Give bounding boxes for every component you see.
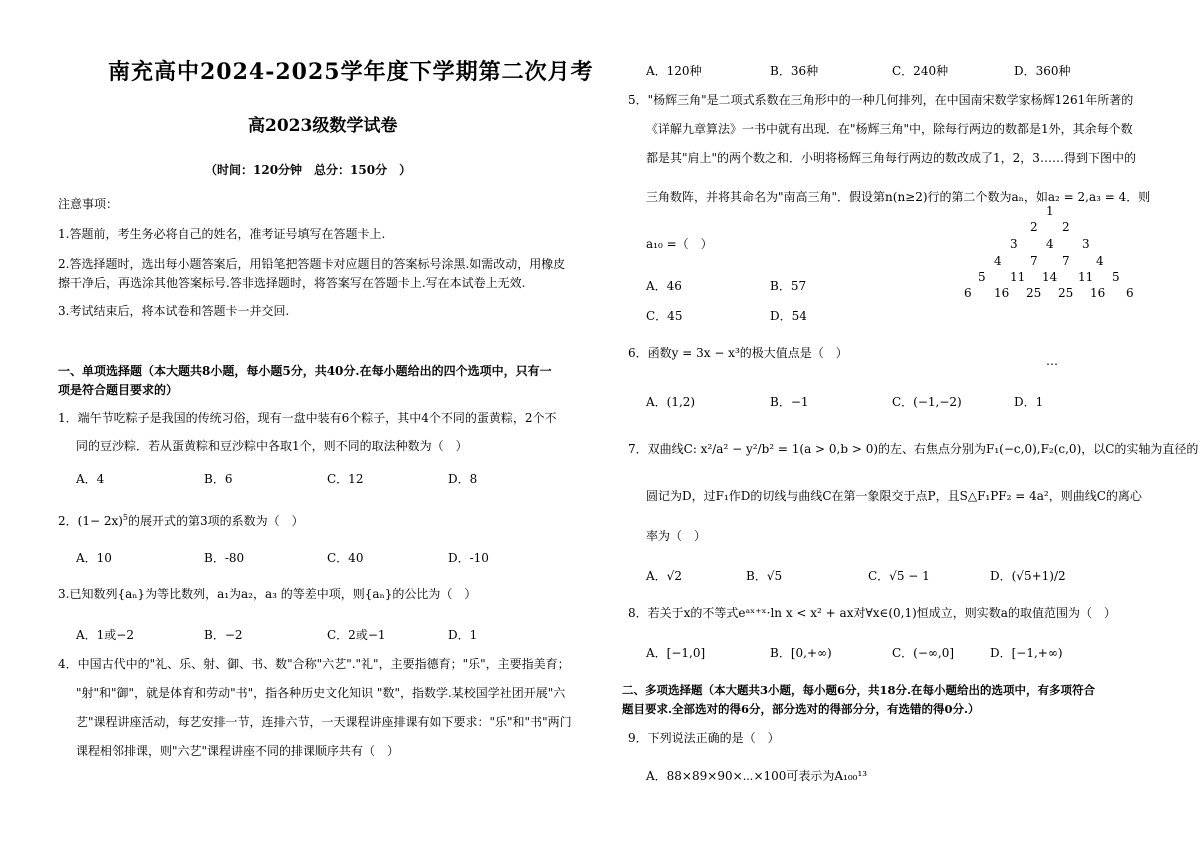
q4-stem: 4．中国古代中的"礼、乐、射、御、书、数"合称"六艺"."礼"，主要指德育；"乐"，主要指美育； <box>58 657 570 671</box>
notice-item-2: 2.答选择题时，选出每小题答案后，用铅笔把答题卡对应题目的答案标号涂黑.如需改动，用橡皮 <box>58 257 566 271</box>
q9-option-a: A．88×89×90×⋯×100可表示为A₁₀₀¹³ <box>646 769 868 783</box>
q5-stem-cont-1: 《详解九章算法》一书中就有出现．在"杨辉三角"中，除每行两边的数都是1外，其余每个数 <box>646 122 1133 136</box>
q8-option-b: B．[0,+∞) <box>770 646 832 660</box>
q5-option-c: C．45 <box>646 309 683 323</box>
q5-stem-cont-3: 三角数阵，并将其命名为"南高三角"．假设第n(n≥2)行的第二个数为aₙ，如a₂ = 2,a₃ = 4．则 <box>646 190 1151 204</box>
q6-option-b: B．−1 <box>770 395 809 409</box>
triangle-cell: 2 <box>1030 220 1038 234</box>
q2-option-d: D．-10 <box>448 551 489 565</box>
left-column <box>50 0 610 847</box>
q2-option-b: B．-80 <box>204 551 245 565</box>
time-info: （时间：120分钟 总分：150分 ） <box>205 163 412 177</box>
q1-option-d: D．8 <box>448 472 478 486</box>
triangle-cell: 7 <box>1062 254 1070 268</box>
notice-item-2-cont: 擦干净后，再选涂其他答案标号.答非选择题时，将答案写在答题卡上.写在本试卷上无效. <box>58 276 526 290</box>
q8-option-a: A．[−1,0] <box>646 646 706 660</box>
triangle-cell: 3 <box>1010 237 1018 251</box>
q8-stem: 8．若关于x的不等式eᵃˣ⁺ˣ·ln x < x² + ax对∀x∈(0,1)恒成立，则实数a的取值范围为（ ） <box>628 606 1116 620</box>
q7-stem-cont-1: 圆记为D，过F₁作D的切线与曲线C在第一象限交于点P，且S△F₁PF₂ = 4a²，则曲线C的离心 <box>646 489 1142 503</box>
q4-stem-cont-3: 课程相邻排课，则"六艺"课程讲座不同的排课顺序共有（ ） <box>76 744 400 758</box>
q4-option-a: A．120种 <box>646 64 702 78</box>
triangle-cell: 1 <box>1046 204 1054 218</box>
triangle-cell: 6 <box>1126 286 1134 300</box>
triangle-cell: 11 <box>1010 270 1026 284</box>
triangle-cell: 2 <box>1062 220 1070 234</box>
exam-title: 南充高中2024-2025学年度下学期第二次月考 <box>108 59 594 85</box>
q2-stem-text: 的展开式的第3项的系数为（ ） <box>128 514 304 528</box>
notice-item-1: 1.答题前，考生务必将自己的姓名，准考证号填写在答题卡上. <box>58 227 386 241</box>
q2-expression: (1− 2x) <box>77 514 123 528</box>
right-column <box>622 0 1199 847</box>
q1-option-a: A．4 <box>76 472 105 486</box>
section1-heading: 一、单项选择题（本大题共8小题，每小题5分，共40分.在每小题给出的四个选项中，只有一 <box>58 364 552 378</box>
triangle-cell: 25 <box>1026 286 1042 300</box>
q5-option-a: A．46 <box>646 279 682 293</box>
q7-option-d: D．(√5+1)/2 <box>990 569 1066 583</box>
q6-option-d: D．1 <box>1014 395 1044 409</box>
q7-option-c: C．√5 − 1 <box>868 569 930 583</box>
q6-stem: 6．函数y = 3x − x³的极大值点是（ ） <box>628 346 848 360</box>
q3-stem: 3.已知数列{aₙ}为等比数列，a₁为a₂，a₃ 的等差中项，则{aₙ}的公比为（ ） <box>58 587 477 601</box>
q1-stem: 1．端午节吃粽子是我国的传统习俗，现有一盘中装有6个粽子，其中4个不同的蛋黄粽，2个不 <box>58 411 557 425</box>
q6-option-a: A．(1,2) <box>646 395 696 409</box>
q1-stem-cont: 同的豆沙粽．若从蛋黄粽和豆沙粽中各取1个，则不同的取法种数为（ ） <box>76 439 468 453</box>
notice-heading: 注意事项： <box>58 197 119 211</box>
triangle-cell: 5 <box>978 270 986 284</box>
triangle-cell: 16 <box>994 286 1010 300</box>
q5-option-b: B．57 <box>770 279 807 293</box>
q5-stem: 5．"杨辉三角"是二项式系数在三角形中的一种几何排列，在中国南宋数学家杨辉1261年所著的 <box>628 93 1134 107</box>
q6-option-c: C．(−1,−2) <box>892 395 962 409</box>
triangle-cell: 16 <box>1090 286 1106 300</box>
q8-option-d: D．[−1,+∞) <box>990 646 1063 660</box>
q2-stem <box>58 510 304 529</box>
q7-option-b: B．√5 <box>746 569 783 583</box>
q7-option-a: A．√2 <box>646 569 682 583</box>
q9-stem: 9．下列说法正确的是（ ） <box>628 731 780 745</box>
triangle-cell: 11 <box>1078 270 1094 284</box>
triangle-cell: 5 <box>1112 270 1120 284</box>
section2-heading-cont: 题目要求.全部选对的得6分，部分选对的得部分分，有选错的得0分.） <box>622 702 980 716</box>
triangle-cell: 6 <box>964 286 972 300</box>
q2-option-c: C．40 <box>327 551 364 565</box>
q5-stem-cont-2: 都是其"肩上"的两个数之和．小明将杨辉三角每行两边的数改成了1，2，3……得到下图中的 <box>646 151 1136 165</box>
triangle-cell: 14 <box>1042 270 1058 284</box>
q4-stem-cont-1: "射"和"御"，就是体育和劳动"书"，指各种历史文化知识 "数"，指数学.某校国学社团开展"六 <box>76 686 566 700</box>
q2-option-a: A．10 <box>76 551 112 565</box>
q4-option-c: C．240种 <box>892 64 949 78</box>
q4-option-b: B．36种 <box>770 64 819 78</box>
q5-option-d: D．54 <box>770 309 807 323</box>
triangle-cell: 3 <box>1082 237 1090 251</box>
triangle-ellipsis: … <box>1046 354 1058 368</box>
triangle-cell: 4 <box>994 254 1002 268</box>
q3-option-a: A．1或−2 <box>76 628 134 642</box>
q7-stem-cont-2: 率为（ ） <box>646 529 707 543</box>
q1-option-c: C．12 <box>327 472 364 486</box>
q3-option-c: C．2或−1 <box>327 628 386 642</box>
q7-stem: 7．双曲线C: x²/a² − y²/b² = 1(a > 0,b > 0)的左、右焦点分别为F₁(−c,0),F₂(c,0)，以C的实轴为直径的 <box>628 442 1199 456</box>
q1-option-b: B．6 <box>204 472 233 486</box>
q5-stem-cont-4: a₁₀ =（ ） <box>646 237 713 251</box>
notice-item-3: 3.考试结束后，将本试卷和答题卡一并交回. <box>58 304 290 318</box>
section2-heading: 二、多项选择题（本大题共3小题，每小题6分，共18分.在每小题给出的选项中，有多项符合 <box>622 683 1096 697</box>
q8-option-c: C．(−∞,0] <box>892 646 955 660</box>
triangle-cell: 25 <box>1058 286 1074 300</box>
q2-exponent: 5 <box>122 513 129 522</box>
triangle-cell: 7 <box>1030 254 1038 268</box>
q3-option-d: D．1 <box>448 628 478 642</box>
q3-option-b: B．−2 <box>204 628 243 642</box>
section1-heading-cont: 项是符合题目要求的） <box>58 383 179 397</box>
q2-number: 2． <box>58 514 78 528</box>
triangle-cell: 4 <box>1096 254 1104 268</box>
q4-option-d: D．360种 <box>1014 64 1071 78</box>
triangle-cell: 4 <box>1046 237 1054 251</box>
exam-subtitle: 高2023级数学试卷 <box>248 116 398 136</box>
q4-stem-cont-2: 艺"课程讲座活动，每艺安排一节，连排六节，一天课程讲座排课有如下要求："乐"和"书"两门 <box>76 715 572 729</box>
